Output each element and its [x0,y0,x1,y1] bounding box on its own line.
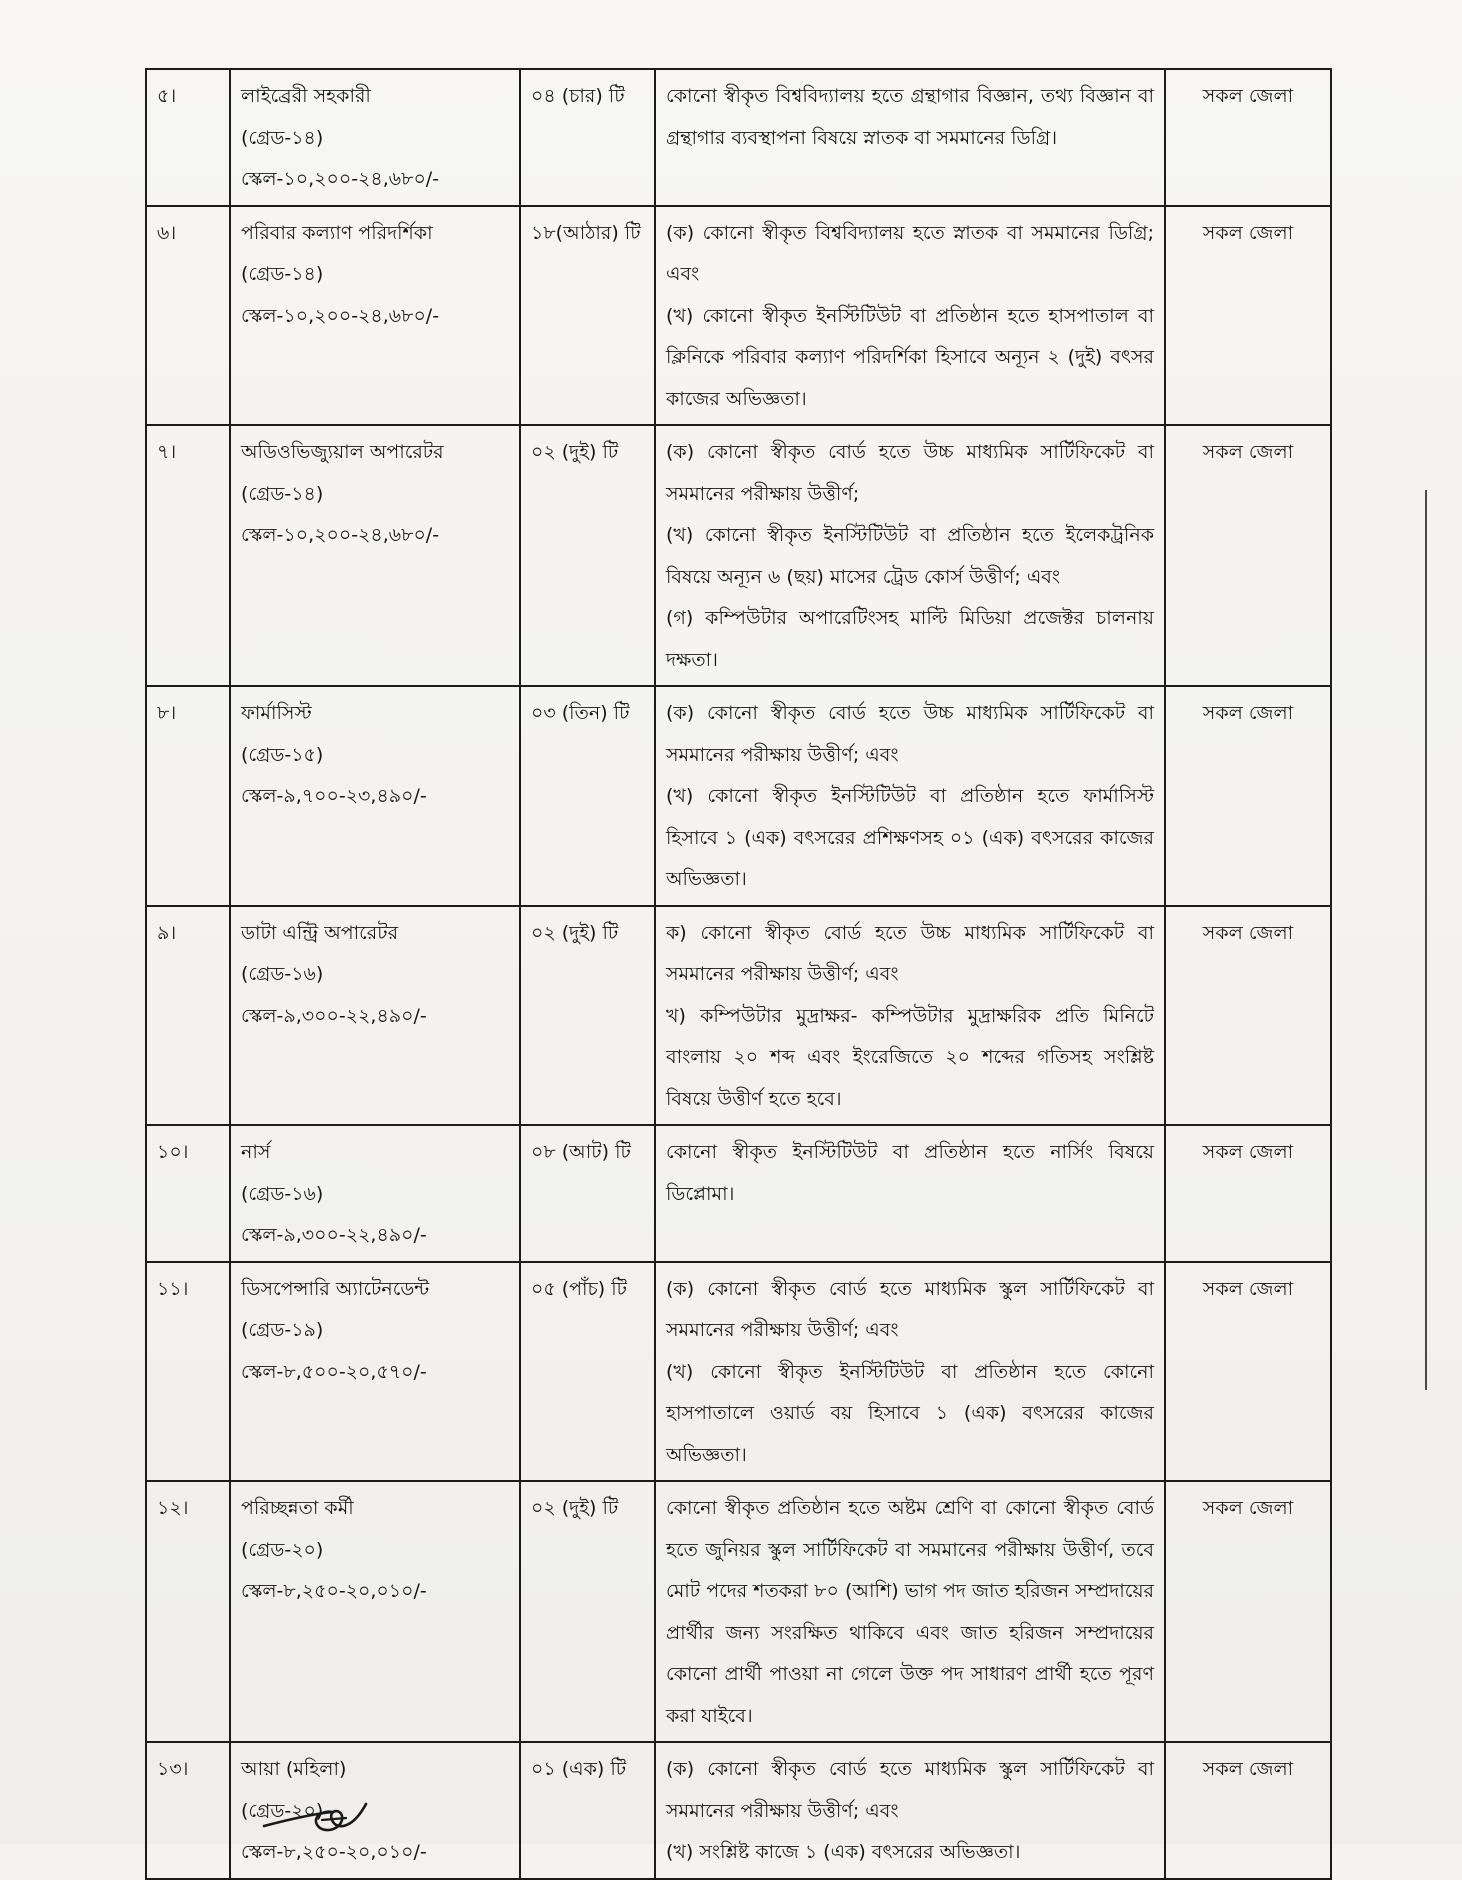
qualification-cell [655,206,1165,426]
qualification-cell [655,1125,1165,1262]
post-post: আয়া (মহিলা) [241,1758,347,1780]
qualification-item: ক) কোনো স্বীকৃত বোর্ড হতে উচ্চ মাধ্যমিক সার্টিফিকেট বা সমমানের পরীক্ষায় উত্তীর্ণ; এবং [666,921,1154,985]
post-count-cell: ০২ (দুই) টি [520,425,655,686]
serial-cell: ৫। [146,69,230,206]
serial-cell: ৭। [146,425,230,686]
post-cell [230,1125,520,1262]
post-grade: (গ্রেড-১৯) [241,1319,324,1341]
district-cell: সকল জেলা [1165,69,1331,206]
table-row [146,1481,1331,1742]
qualification-item: কোনো স্বীকৃত বিশ্ববিদ্যালয় হতে গ্রন্থাগার বিজ্ঞান, তথ্য বিজ্ঞান বা গ্রন্থাগার ব্যবস্থাপনা বিষয়ে স্নাতক বা সমমানের ডিগ্রি। [666,85,1154,149]
serial-cell: ১০। [146,1125,230,1262]
post-count-cell: ০৩ (তিন) টি [520,686,655,906]
post-count-cell: ১৮(আঠার) টি [520,206,655,426]
qualification-cell [655,1742,1165,1879]
serial-cell: ৯। [146,906,230,1126]
post-count-cell: ০৮ (আট) টি [520,1125,655,1262]
post-grade: (গ্রেড-১৬) [241,1182,324,1205]
job-posts-table-body [146,69,1331,1879]
post-count-cell: ০২ (দুই) টি [520,906,655,1126]
post-grade: (গ্রেড-১৫) [241,743,324,766]
post-post: ফার্মাসিস্ট [241,702,312,724]
qualification-cell [655,1481,1165,1742]
post-post: ডাটা এন্ট্রি অপারেটর [241,921,399,944]
district-cell: সকল জেলা [1165,206,1331,426]
table-row [146,69,1331,206]
table-row [146,206,1331,426]
table-row [146,686,1331,906]
table-row [146,1262,1331,1482]
post-grade: (গ্রেড-১৪) [241,482,324,505]
qualification-item: খ) কম্পিউটার মুদ্রাক্ষর- কম্পিউটার মুদ্রাক্ষরিক প্রতি মিনিটে বাংলায় ২০ শব্দ এবং ইংরেজিতে ২০ শব্দের গতিসহ সংশ্লিষ্ট বিষয়ে উত্তীর্ণ হতে হবে। [666,1004,1154,1110]
qualification-item: (খ) কোনো স্বীকৃত ইনস্টিটিউট বা প্রতিষ্ঠান হতে ইলেকট্রনিক বিষয়ে অন্যূন ৬ (ছয়) মাসের ট্রেড কোর্স উত্তীর্ণ; এবং [666,524,1154,588]
post-scale: স্কেল-৮,২৫০-২০,০১০/- [241,1580,427,1602]
post-post: ডিসপেন্সারি অ্যাটেনডেন্ট [241,1277,430,1300]
qualification-item: (খ) কোনো স্বীকৃত ইনস্টিটিউট বা প্রতিষ্ঠান হতে কোনো হাসপাতালে ওয়ার্ড বয় হিসাবে ১ (এক) বৎসরের কাজের অভিজ্ঞতা। [666,1360,1154,1466]
qualification-item: (ক) কোনো স্বীকৃত বোর্ড হতে উচ্চ মাধ্যমিক সার্টিফিকেট বা সমমানের পরীক্ষায় উত্তীর্ণ; এবং [666,702,1154,766]
qualification-item: কোনো স্বীকৃত ইনস্টিটিউট বা প্রতিষ্ঠান হতে নার্সিং বিষয়ে ডিপ্লোমা। [666,1141,1154,1205]
qualification-item: (খ) সংশ্লিষ্ট কাজে ১ (এক) বৎসরের অভিজ্ঞতা। [666,1841,1021,1863]
post-scale: স্কেল-১০,২০০-২৪,৬৮০/- [241,168,440,190]
district-cell: সকল জেলা [1165,1481,1331,1742]
signature-icon [262,1790,372,1840]
qualification-item: (ক) কোনো স্বীকৃত বিশ্ববিদ্যালয় হতে স্নাতক বা সমমানের ডিগ্রি; এবং [666,221,1154,285]
post-grade: (গ্রেড-২০) [241,1799,324,1822]
post-post: অডিওভিজ্যুয়াল অপারেটর [241,441,444,463]
scan-edge-line [1425,490,1427,1390]
district-cell: সকল জেলা [1165,1742,1331,1879]
serial-cell: ৮। [146,686,230,906]
post-scale: স্কেল-৯,৩০০-২২,৪৯০/- [241,1224,427,1246]
qualification-item: (খ) কোনো স্বীকৃত ইনস্টিটিউট বা প্রতিষ্ঠান হতে হাসপাতাল বা ক্লিনিকে পরিবার কল্যাণ পরিদর্শিকা হিসাবে অন্যূন ২ (দুই) বৎসর কাজের অভিজ্ঞতা। [666,304,1154,410]
post-post: পরিচ্ছন্নতা কর্মী [241,1497,354,1519]
job-posts-table [145,68,1332,1880]
post-scale: স্কেল-১০,২০০-২৪,৬৮০/- [241,304,440,327]
serial-cell: ১১। [146,1262,230,1482]
qualification-cell [655,686,1165,906]
post-count-cell: ০৪ (চার) টি [520,69,655,206]
post-count-cell: ০১ (এক) টি [520,1742,655,1879]
district-cell: সকল জেলা [1165,425,1331,686]
qualification-cell [655,425,1165,686]
qualification-item: (খ) কোনো স্বীকৃত ইনস্টিটিউট বা প্রতিষ্ঠান হতে ফার্মাসিস্ট হিসাবে ১ (এক) বৎসরের প্রশিক্ষণসহ ০১ (এক) বৎসরের কাজের অভিজ্ঞতা। [666,785,1154,890]
post-grade: (গ্রেড-১৪) [241,263,324,285]
post-post: নার্স [241,1141,271,1163]
serial-cell: ৬। [146,206,230,426]
post-grade: (গ্রেড-১৬) [241,963,324,985]
district-cell: সকল জেলা [1165,1262,1331,1482]
qualification-item: (ক) কোনো স্বীকৃত বোর্ড হতে উচ্চ মাধ্যমিক সার্টিফিকেট বা সমমানের পরীক্ষায় উত্তীর্ণ; [666,441,1154,505]
post-cell [230,906,520,1126]
serial-cell: ১৩। [146,1742,230,1879]
post-scale: স্কেল-৮,৫০০-২০,৫৭০/- [241,1360,427,1383]
post-post: লাইব্রেরী সহকারী [241,85,371,107]
post-scale: স্কেল-১০,২০০-২৪,৬৮০/- [241,524,440,546]
post-scale: স্কেল-৯,৩০০-২২,৪৯০/- [241,1004,427,1027]
post-scale: স্কেল-৮,২৫০-২০,০১০/- [241,1841,427,1863]
post-post: পরিবার কল্যাণ পরিদর্শিকা [241,221,433,244]
qualification-item: (ক) কোনো স্বীকৃত বোর্ড হতে মাধ্যমিক স্কুল সার্টিফিকেট বা সমমানের পরীক্ষায় উত্তীর্ণ; এবং [666,1277,1154,1341]
post-scale: স্কেল-৯,৭০০-২৩,৪৯০/- [241,785,427,807]
post-grade: (গ্রেড-২০) [241,1538,324,1561]
table-row [146,425,1331,686]
qualification-cell [655,1262,1165,1482]
post-cell [230,1262,520,1482]
table-row [146,906,1331,1126]
qualification-cell [655,906,1165,1126]
district-cell: সকল জেলা [1165,686,1331,906]
post-cell [230,425,520,686]
post-cell [230,686,520,906]
qualification-cell [655,69,1165,206]
district-cell: সকল জেলা [1165,906,1331,1126]
table-row [146,1125,1331,1262]
qualification-item: (গ) কম্পিউটার অপারেটিংসহ মাল্টি মিডিয়া প্রজেক্টর চালনায় দক্ষতা। [666,607,1154,671]
post-count-cell: ০২ (দুই) টি [520,1481,655,1742]
qualification-item: কোনো স্বীকৃত প্রতিষ্ঠান হতে অষ্টম শ্রেণি বা কোনো স্বীকৃত বোর্ড হতে জুনিয়র স্কুল সার্টিফিকেট বা সমমানের পরীক্ষায় উত্তীর্ণ, তবে মোট পদের শতকরা ৮০ (আশি) ভাগ পদ জাত হরিজন সম্প্রদায়ের প্রার্থীর জন্য সংরক্ষিত থাকিবে এবং জাত হরিজন সম্প্রদায়ের কোনো প্রার্থী পাওয়া না গেলে উক্ত পদ সাধারণ প্রার্থী হতে পূরণ করা যাইবে। [666,1497,1154,1727]
post-cell [230,1481,520,1742]
serial-cell: ১২। [146,1481,230,1742]
post-count-cell: ০৫ (পাঁচ) টি [520,1262,655,1482]
post-cell [230,69,520,206]
qualification-item: (ক) কোনো স্বীকৃত বোর্ড হতে মাধ্যমিক স্কুল সার্টিফিকেট বা সমমানের পরীক্ষায় উত্তীর্ণ; এবং [666,1758,1154,1822]
post-grade: (গ্রেড-১৪) [241,126,324,149]
district-cell: সকল জেলা [1165,1125,1331,1262]
post-cell [230,206,520,426]
